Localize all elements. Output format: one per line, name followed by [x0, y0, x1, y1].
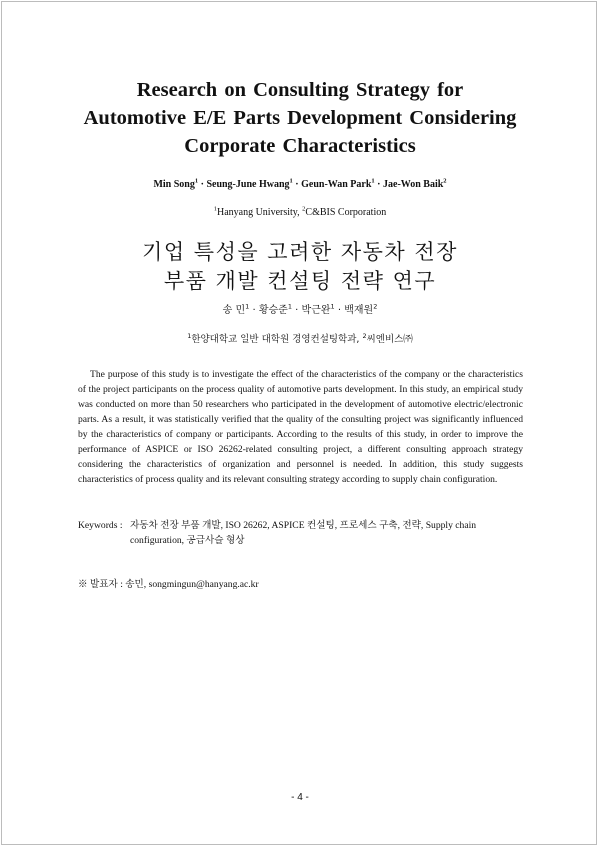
author-separator: ·: [198, 179, 207, 190]
authors-en: [40, 178, 560, 192]
author-separator: ·: [249, 305, 259, 316]
author-separator: ·: [292, 179, 302, 190]
title-line-2: Automotive E/E Parts Development Considering: [83, 107, 517, 129]
affil-sup: 2: [302, 205, 306, 213]
title-line-1: Research on Consulting Strategy for: [136, 79, 464, 101]
title-line-3: Corporate Characteristics: [184, 135, 416, 157]
affiliations-en: [40, 206, 560, 220]
author-sup: 1: [194, 177, 199, 185]
presenter-note: ※ 발표자 : 송민, songmingun@hanyang.ac.kr: [78, 579, 259, 590]
title-ko-line-1: 기업 특성을 고려한 자동차 전장: [142, 240, 458, 264]
author-sup: 1: [330, 302, 335, 311]
abstract: The purpose of this study is to investigate the effect of the characteristics of the company or the characteristics of the project participants on the process quality of automotive parts development. In this study, an empirical study was conducted on more than 50 researchers who participated in the development of automotive electric/electronic parts. As a result, it was statistically verified that the quality of the consulting project was significantly influenced by the characteristics of company or participants. According to the results of this study, in order to improve the performance of ASPICE or ISO 26262-related consulting project, a different consulting approach strategy considering the characteristics of organization and personnel is needed. In addition, this study suggests characteristics of process quality and its relevant consulting strategy according to supply chain configuration.: [78, 369, 523, 485]
author-separator: ·: [374, 179, 383, 190]
affil-org: 씨엔비스㈜: [366, 334, 413, 345]
author-ko-name: 송 민: [222, 305, 246, 316]
author-sup: 1: [245, 302, 250, 311]
affiliations-ko: [40, 333, 560, 347]
paper-title-en: [40, 76, 560, 160]
author-name: Min Song: [153, 179, 195, 190]
author-sup: 1: [371, 177, 375, 185]
affil-org: C&BIS Corporation: [305, 207, 387, 218]
affil-sup: 2: [362, 331, 367, 340]
page-number: - 4 -: [291, 792, 309, 803]
author-name: Seung-June Hwang: [206, 179, 290, 190]
author-sup: 1: [289, 177, 293, 185]
author-name: Jae-Won Baik: [383, 179, 444, 190]
author-name: Geun-Wan Park: [301, 179, 372, 190]
keywords-text: 자동차 전장 부품 개발, ISO 26262, ASPICE 컨설팅, 프로세스 구축, 전략, Supply chain configuration, 공급사슬 형상: [130, 520, 477, 546]
authors-ko: [40, 304, 560, 318]
affil-sup: 1: [213, 205, 217, 213]
author-ko-name: 황승준: [258, 305, 288, 316]
keywords: [78, 518, 523, 548]
affil-org: Hanyang University,: [216, 207, 300, 218]
author-ko-name: 박근완: [301, 305, 331, 316]
author-sup: 2: [443, 177, 447, 185]
keywords-label: Keywords :: [78, 520, 123, 531]
paper-title-ko: [40, 238, 560, 296]
author-ko-name: 백재원: [344, 305, 374, 316]
affil-org: 한양대학교 일반 대학원 경영컨설팅학과,: [191, 334, 360, 345]
author-separator: ·: [334, 305, 345, 316]
title-ko-line-2: 부품 개발 컨설팅 전략 연구: [163, 269, 437, 293]
author-sup: 2: [373, 302, 378, 311]
author-separator: ·: [291, 305, 302, 316]
author-sup: 1: [287, 302, 292, 311]
affil-sup: 1: [187, 331, 192, 340]
